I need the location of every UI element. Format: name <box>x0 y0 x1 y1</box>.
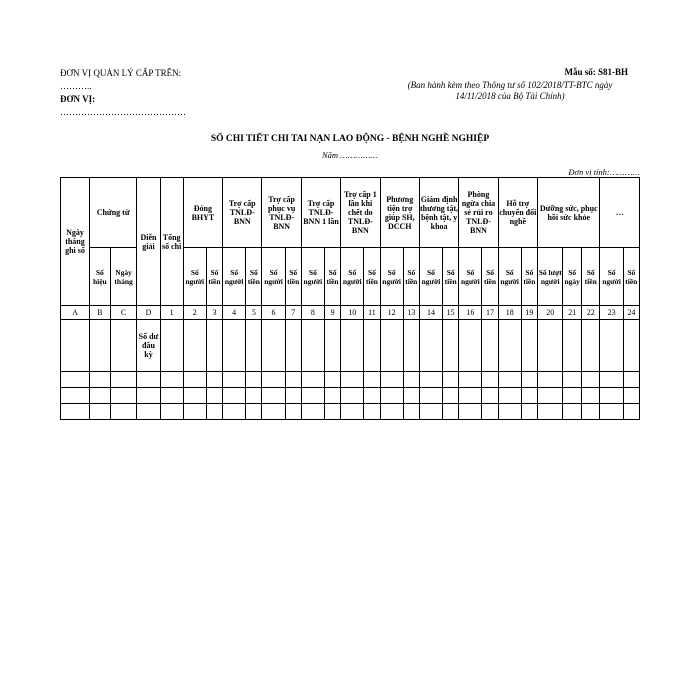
sub-money: Số tiền <box>206 248 222 306</box>
code-cell: 15 <box>443 306 459 320</box>
code-cell: 11 <box>364 306 380 320</box>
sub-money: Số tiền <box>246 248 262 306</box>
group-convalescence: Dưỡng sức, phục hồi sức khỏe <box>537 178 600 248</box>
sub-money: Số tiền <box>403 248 419 306</box>
code-cell: D <box>137 306 160 320</box>
group-risk-prevention: Phòng ngừa chia sẻ rủi ro TNLĐ-BNN <box>459 178 498 248</box>
sub-days: Số ngày <box>563 248 582 306</box>
empty-row <box>61 404 640 420</box>
code-cell: 6 <box>262 306 285 320</box>
code-cell: B <box>89 306 110 320</box>
code-cell: A <box>61 306 90 320</box>
code-cell: 1 <box>160 306 183 320</box>
sub-people: Số người <box>600 248 623 306</box>
form-number: Mẫu số: S81-BH <box>564 67 628 77</box>
code-cell: 14 <box>419 306 442 320</box>
col-voucher-number: Số hiệu <box>89 248 110 306</box>
empty-row <box>61 372 640 388</box>
sub-money: Số tiền <box>521 248 537 306</box>
issued-note: (Ban hành kèm theo Thông tư số 102/2018/TT-BTC ngày 14/11/2018 của Bộ Tài Chính) <box>407 80 613 101</box>
code-cell: 24 <box>623 306 639 320</box>
group-one-time-allowance: Trợ cấp TNLĐ-BNN 1 lần <box>301 178 340 248</box>
unit-dots: …………………………………… <box>60 107 186 117</box>
sub-money: Số tiền <box>324 248 340 306</box>
code-cell: 8 <box>301 306 324 320</box>
year-line: Năm …………… <box>322 150 378 160</box>
sub-people: Số người <box>262 248 285 306</box>
opening-balance-row <box>61 320 640 372</box>
sub-money-last: Số tiền <box>623 248 639 306</box>
unit-label: ĐƠN VỊ: <box>60 94 96 104</box>
code-row <box>61 306 640 320</box>
code-cell: 4 <box>223 306 246 320</box>
header-right <box>392 67 628 102</box>
superior-unit-label: ĐƠN VỊ QUẢN LÝ CẤP TRÊN: <box>60 68 182 78</box>
sub-people: Số người <box>498 248 521 306</box>
code-cell: 5 <box>246 306 262 320</box>
sub-people: Số người <box>419 248 442 306</box>
code-cell: 2 <box>183 306 206 320</box>
empty-row <box>61 388 640 404</box>
sub-people: Số người <box>380 248 403 306</box>
col-description: Diễn giải <box>137 178 160 306</box>
code-cell: 12 <box>380 306 403 320</box>
code-cell: 3 <box>206 306 222 320</box>
code-cell: 20 <box>537 306 562 320</box>
sub-people: Số người <box>183 248 206 306</box>
group-career-change: Hỗ trợ chuyển đổi nghề <box>498 178 537 248</box>
ledger-table <box>60 177 640 420</box>
code-cell: 17 <box>482 306 498 320</box>
code-cell: 9 <box>324 306 340 320</box>
code-cell: 13 <box>403 306 419 320</box>
code-cell: 22 <box>581 306 600 320</box>
sub-turns: Số lượt người <box>537 248 562 306</box>
sub-money: Số tiền <box>364 248 380 306</box>
col-voucher: Chứng từ <box>89 178 136 248</box>
sub-people: Số người <box>301 248 324 306</box>
unit-line: Đơn vị tính:………… <box>568 167 640 177</box>
col-total: Tổng số chi <box>160 178 183 306</box>
code-cell: 16 <box>459 306 482 320</box>
sub-money: Số tiền <box>285 248 301 306</box>
sub-money: Số tiền <box>482 248 498 306</box>
header-left <box>60 67 186 119</box>
opening-balance-label: Số dư đầu kỳ <box>137 320 160 372</box>
document-title: SỔ CHI TIẾT CHI TAI NẠN LAO ĐỘNG - BỆNH NGHỀ NGHIỆP <box>210 134 490 144</box>
code-cell: 18 <box>498 306 521 320</box>
sub-money: Số tiền <box>443 248 459 306</box>
sub-people: Số người <box>223 248 246 306</box>
col-date: Ngày tháng ghi sổ <box>61 178 90 306</box>
group-allowance: Trợ cấp TNLĐ-BNN <box>223 178 262 248</box>
group-death-allowance: Trợ cấp 1 lần khi chết do TNLĐ-BNN <box>341 178 380 248</box>
code-cell: 21 <box>563 306 582 320</box>
group-service-allowance: Trợ cấp phục vụ TNLĐ-BNN <box>262 178 301 248</box>
sub-money: Số tiền <box>581 248 600 306</box>
group-bhyt: Đóng BHYT <box>183 178 222 248</box>
sub-people: Số người <box>459 248 482 306</box>
code-cell: 23 <box>600 306 623 320</box>
header-row-1 <box>61 178 640 248</box>
sub-people: Số người <box>341 248 364 306</box>
code-cell: 7 <box>285 306 301 320</box>
superior-unit-dots: ……….. <box>60 81 92 91</box>
group-other: … <box>600 178 640 248</box>
group-medical-assessment: Giám định thương tật, bệnh tật, y khoa <box>419 178 458 248</box>
code-cell: 10 <box>341 306 364 320</box>
col-voucher-date: Ngày tháng <box>110 248 137 306</box>
code-cell: 19 <box>521 306 537 320</box>
group-assistive-devices: Phương tiện trợ giúp SH, DCCH <box>380 178 419 248</box>
code-cell: C <box>110 306 137 320</box>
